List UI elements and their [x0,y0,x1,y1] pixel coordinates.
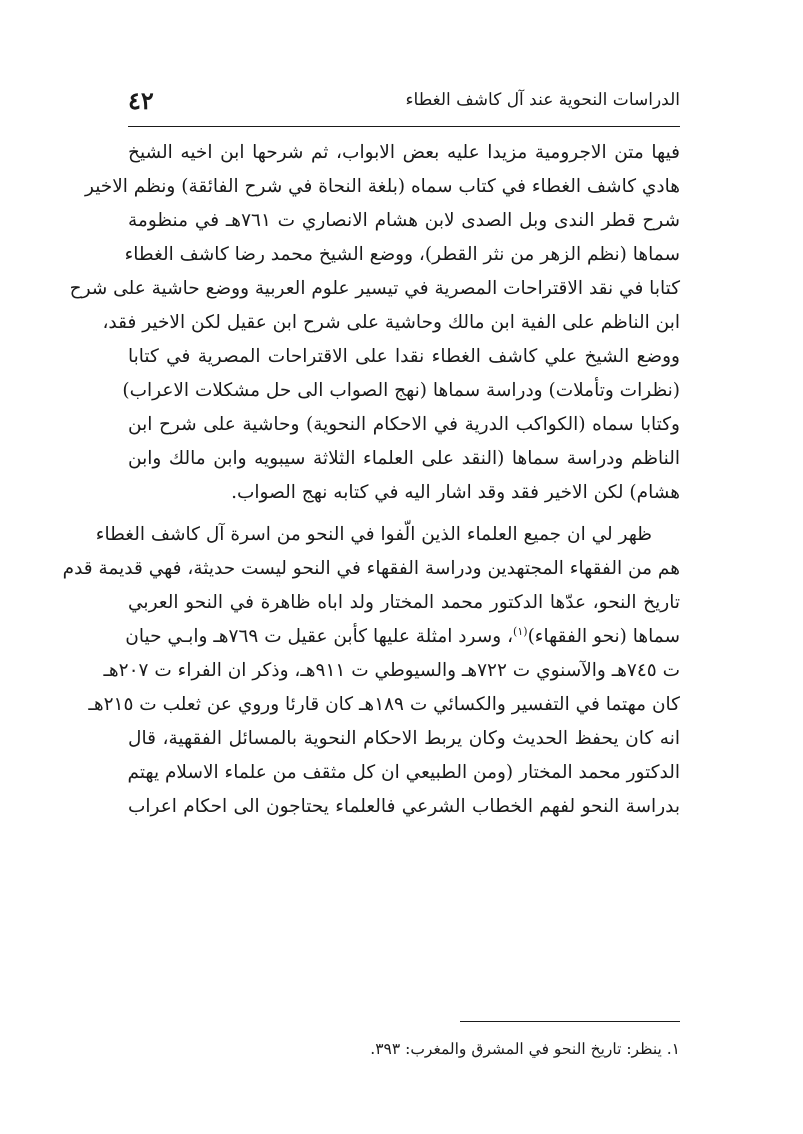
text-line: فيها متن الاجرومية مزيدا عليه بعض الابواب، ثم شرحها ابن اخيه الشيخ [128,142,680,163]
text-line: وكتابا سماه (الكواكب الدرية في الاحكام النحوية) وحاشية على شرح ابن [128,414,680,435]
text-line: كتابا في نقد الاقتراحات المصرية في تيسير علوم العربية ووضع حاشية على شرح [69,278,680,299]
text-line: ووضع الشيخ علي كاشف الغطاء نقدا على الاقتراحات المصرية في كتابا [128,346,680,367]
running-header [128,84,680,120]
text-line: ظهر لي ان جميع العلماء الذين الّفوا في النحو من اسرة آل كاشف الغطاء [95,524,652,545]
footnote-divider [460,1021,680,1022]
text-line: ت ٧٤٥هـ والآسنوي ت ٧٢٢هـ والسيوطي ت ٩١١هـ، وذكر ان الفراء ت ٢٠٧هـ [103,660,680,681]
text-line: ابن الناظم على الفية ابن مالك وحاشية على شرح ابن عقيل لكن الاخير فقد، [102,312,680,333]
text-line: شرح قطر الندى وبل الصدى لابن هشام الانصاري ت ٧٦١هـ في منظومة [128,210,680,231]
header-divider [128,126,680,127]
body-text [62,136,680,824]
paragraph-1 [69,136,680,510]
text-line: هشام) لكن الاخير فقد وقد اشار اليه في كتابه نهج الصواب. [231,482,680,503]
text-segment: سماها (نحو الفقهاء) [527,626,680,647]
page-number: ٤٢ [128,86,154,115]
text-line: كان مهتما في التفسير والكسائي ت ١٨٩هـ كان قارئا وروي عن ثعلب ت ٢١٥هـ [88,694,680,715]
paragraph-2 [62,518,680,824]
text-line: سماها (نظم الزهر من نثر القطر)، ووضع الشيخ محمد رضا كاشف الغطاء [124,244,680,265]
text-line: الناظم ودراسة سماها (النقد على العلماء الثلاثة سيبويه وابن مالك وابن [128,448,680,469]
header-title: الدراسات النحوية عند آل كاشف الغطاء [405,90,680,110]
footnote-marker: (١) [513,624,528,638]
paragraph-gap [128,510,680,518]
text-line: (نظرات وتأملات) ودراسة سماها (نهج الصواب الى حل مشكلات الاعراب) [122,380,680,401]
text-line-with-footnote [125,620,680,654]
text-line: هادي كاشف الغطاء في كتاب سماه (بلغة النحاة في شرح الفائقة) ونظم الاخير [85,176,680,197]
text-line: انه كان يحفظ الحديث وكان يربط الاحكام النحوية بالمسائل الفقهية، قال [128,728,680,749]
text-segment: ، وسرد امثلة عليها كأبن عقيل ت ٧٦٩هـ وابـي حيان [125,626,514,647]
text-line: هم من الفقهاء المجتهدين ودراسة الفقهاء في النحو ليست حديثة، فهي قديمة قدم [62,558,680,579]
text-line: الدكتور محمد المختار (ومن الطبيعي ان كل مثقف من علماء الاسلام يهتم [127,762,680,783]
text-line: تاريخ النحو، عدّها الدكتور محمد المختار ولد اباه ظاهرة في النحو العربي [128,592,680,613]
text-line: بدراسة النحو لفهم الخطاب الشرعي فالعلماء يحتاجون الى احكام اعراب [128,796,680,817]
footnote: ١. ينظر: تاريخ النحو في المشرق والمغرب: ٣٩٣. [370,1040,680,1058]
